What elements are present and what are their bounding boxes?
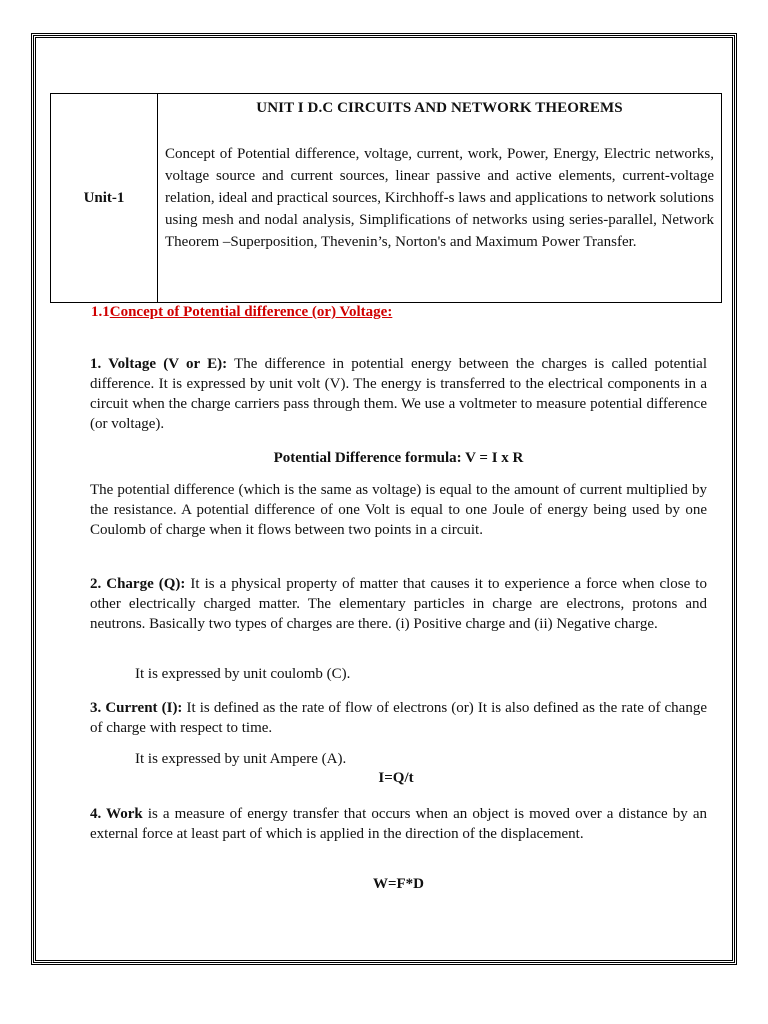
work-formula: W=F*D — [372, 876, 425, 892]
current-formula: I=Q/t — [378, 770, 414, 786]
charge-text: It is a physical property of matter that causes it to experience a force when close to other electrically charged matter. The elementary particles in charge are electrons, protons and neutrons. Basically two types of charges are there. (i) Positive charge and (ii) Negative charge. — [90, 576, 707, 632]
current-unit-line: It is expressed by unit Ampere (A). — [135, 751, 347, 767]
current-text: It is defined as the rate of flow of electrons (or) It is also defined as the rate of change of charge with respect to time. — [90, 700, 707, 736]
charge-unit-line: It is expressed by unit coulomb (C). — [135, 666, 351, 682]
voltage-text: The difference in potential energy between the charges is called potential difference. It is expressed by unit volt (V). The energy is transferred to the electrical components in a circuit when the charge carriers pass through them. We use a voltmeter to measure potential difference (or voltage). — [90, 356, 707, 432]
work-term: 4. Work — [90, 806, 143, 822]
voltage-explanation: The potential difference (which is the same as voltage) is equal to the amount of current multiplied by the resistance. A potential difference of one Volt is equal to one Joule of energy being used by one Coulomb of charge when it flows between two points in a circuit. — [90, 482, 707, 538]
section-heading — [91, 304, 392, 321]
potential-difference-formula: Potential Difference formula: V = I x R — [273, 450, 524, 466]
charge-term: 2. Charge (Q): — [90, 576, 186, 592]
work-paragraph — [90, 804, 707, 844]
current-term: 3. Current (I): — [90, 700, 183, 716]
voltage-paragraph — [90, 354, 707, 434]
unit-syllabus: Concept of Potential difference, voltage, current, work, Power, Energy, Electric networks, voltage source and current sources, linear passive and active elements, current-voltage relation, ideal and practical sources, Kirchhoff-s laws and applications to network solutions using mesh and nodal analysis, Simplifications of networks using series-parallel, Network Theorem –Superposition, Thevenin’s, Norton's and Maximum Power Transfer. — [165, 146, 714, 250]
current-paragraph — [90, 698, 707, 738]
section-number: 1.1 — [91, 304, 110, 320]
unit-content-cell — [158, 94, 722, 303]
voltage-term: 1. Voltage (V or E): — [90, 356, 228, 372]
work-text: is a measure of energy transfer that occurs when an object is moved over a distance by an external force at least part of which is applied in the direction of the displacement. — [90, 806, 707, 842]
charge-paragraph — [90, 574, 707, 634]
unit-label: Unit-1 — [51, 94, 158, 303]
unit-title: UNIT I D.C CIRCUITS AND NETWORK THEOREMS — [256, 100, 623, 116]
unit-table — [50, 93, 722, 303]
section-title: Concept of Potential difference (or) Voltage: — [109, 304, 393, 320]
